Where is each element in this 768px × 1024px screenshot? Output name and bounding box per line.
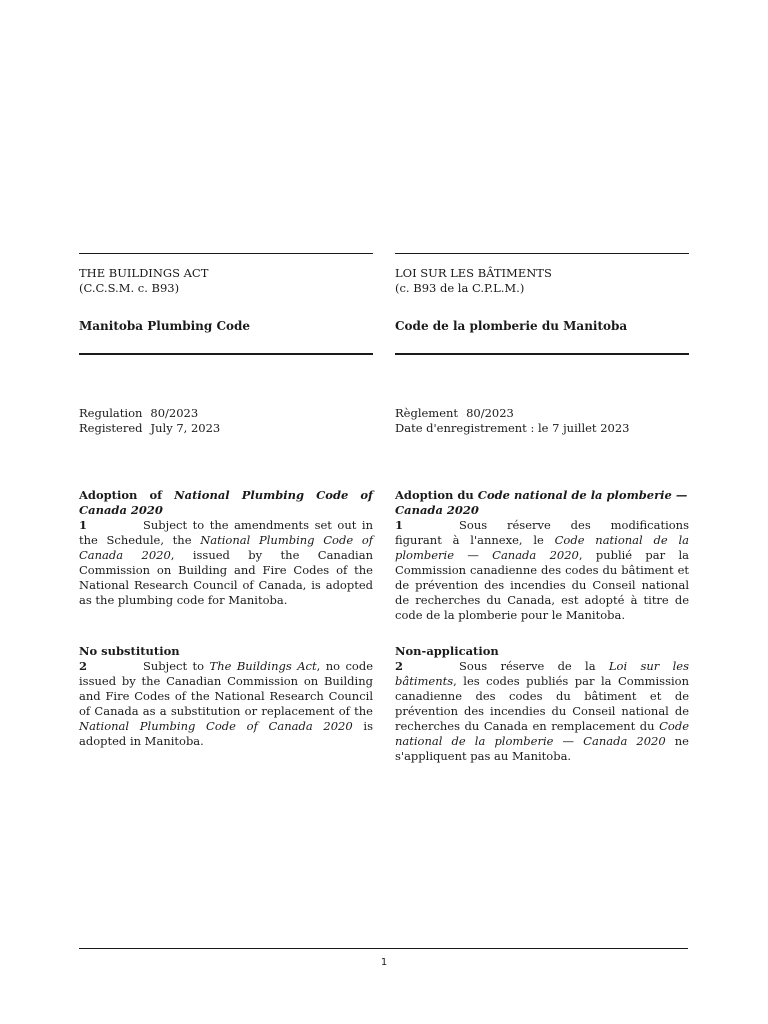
section-1-text-italic: National Plumbing Code of Canada 2020 — [79, 533, 374, 562]
section-1-heading — [395, 488, 689, 518]
section-1-text-b: , publié par la Commission canadienne des codes du bâtiment et de prévention des incendies du Conseil national de recherches du Canada, est adopté à titre de code de la plomberie pour le Manitoba. — [395, 548, 689, 622]
section-1-number: 1 — [79, 518, 88, 532]
section-2-heading: No substitution — [79, 644, 180, 658]
registered-date: le 7 juillet 2023 — [538, 421, 630, 435]
section-1-text-b: , issued by the Canadian Commission on Building and Fire Codes of the National Research Council of Canada, is adopted as the plumbing code for Manitoba. — [79, 548, 373, 607]
header-rule-bottom — [395, 353, 689, 355]
regulation-title: Manitoba Plumbing Code — [79, 319, 251, 333]
act-citation: (c. B93 de la C.P.L.M.) — [395, 281, 525, 295]
header-rule-top — [79, 253, 373, 254]
section-1-text-italic: Code national de la plomberie — Canada 2020 — [395, 533, 690, 562]
regulation-title: Code de la plomberie du Manitoba — [395, 319, 628, 333]
footer-rule — [79, 948, 688, 949]
act-name: LOI SUR LES BÂTIMENTS — [395, 266, 552, 280]
section-1-text-a: Subject to the amendments set out in the Schedule, the — [79, 518, 373, 547]
section-1-heading-title: Code national de la plomberie — Canada 2020 — [395, 488, 688, 517]
section-2-text-italic-1: The Buildings Act — [209, 659, 317, 673]
registered-label: Date d'enregistrement : — [395, 421, 535, 435]
section-2-text — [395, 659, 689, 764]
section-2-text-c: is adopted in Manitoba. — [79, 719, 373, 748]
regulation-info — [395, 406, 689, 436]
section-1-heading-text: Adoption du — [395, 488, 478, 502]
section-2-text-italic-2: National Plumbing Code of Canada 2020 — [79, 719, 353, 733]
section-1 — [79, 488, 373, 608]
regulation-label: Règlement — [395, 406, 459, 420]
section-1 — [395, 488, 689, 623]
section-2 — [79, 644, 373, 749]
section-1-text — [395, 518, 689, 623]
section-2-number: 2 — [395, 659, 404, 673]
header-rule-bottom — [79, 353, 373, 355]
section-2-text-b: , les codes publiés par la Commission canadienne des codes du bâtiment et de prévention des incendies du Conseil national de recherches du Canada en remplacement du — [395, 674, 689, 733]
act-reference — [79, 266, 373, 296]
act-citation: (C.C.S.M. c. B93) — [79, 281, 180, 295]
section-1-text — [79, 518, 373, 608]
registered-label: Registered — [79, 421, 143, 435]
section-1-number: 1 — [395, 518, 404, 532]
header-rule-top — [395, 253, 689, 254]
section-2-text — [79, 659, 373, 749]
registered-line — [79, 421, 373, 436]
regulation-info — [79, 406, 373, 436]
registered-line — [395, 421, 689, 436]
section-2-number: 2 — [79, 659, 88, 673]
page-number: 1 — [380, 957, 388, 968]
regulation-number: 80/2023 — [466, 406, 514, 420]
section-2 — [395, 644, 689, 764]
section-2-text-b: , no code issued by the Canadian Commission on Building and Fire Codes of the National Research Council of Canada as a substitution or replacement of the — [79, 659, 373, 718]
regulation-line — [395, 406, 689, 421]
section-1-heading-title: National Plumbing Code of Canada 2020 — [79, 488, 373, 517]
registered-date: July 7, 2023 — [150, 421, 221, 435]
section-1-text-a: Sous réserve des modifications figurant à l'annexe, le — [395, 518, 689, 547]
regulation-line — [79, 406, 373, 421]
section-2-text-a: Subject to — [143, 659, 210, 673]
section-2-heading: Non-application — [395, 644, 499, 658]
act-reference — [395, 266, 689, 296]
section-2-text-italic-2: Code national de la plomberie — Canada 2020 — [395, 719, 689, 748]
regulation-number: 80/2023 — [150, 406, 199, 420]
section-2-text-a: Sous réserve de la — [459, 659, 609, 673]
regulation-label: Regulation — [79, 406, 143, 420]
section-1-heading-text: Adoption of — [79, 488, 175, 502]
section-2-text-italic-1: Loi sur les bâtiments — [395, 659, 689, 688]
section-1-heading — [79, 488, 373, 518]
section-2-text-c: ne s'appliquent pas au Manitoba. — [395, 734, 689, 763]
act-name: THE BUILDINGS ACT — [79, 266, 209, 280]
